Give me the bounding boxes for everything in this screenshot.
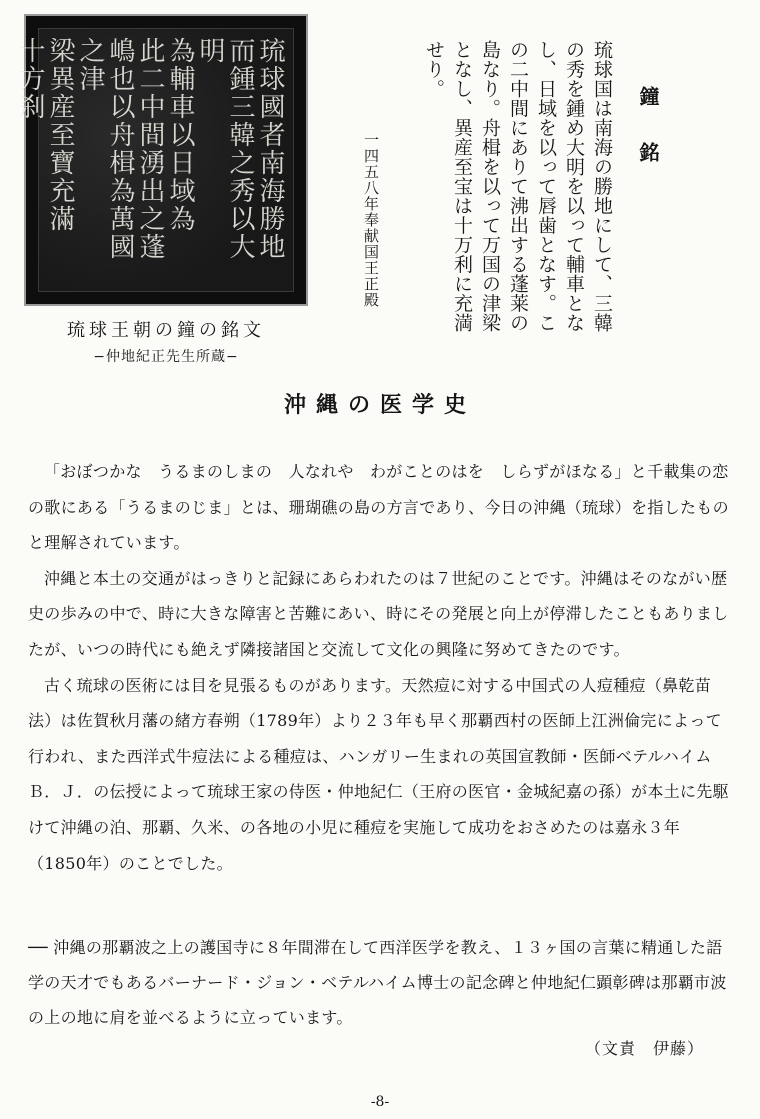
rubbing-column: 為輔車以日域為 [165, 37, 195, 233]
article-body [28, 454, 734, 881]
author-credit: （文責 伊藤） [584, 1039, 704, 1058]
note-paragraph: ── 沖縄の那覇波之上の護国寺に８年間滞在して西洋医学を教え、１３ヶ国の言葉に精通した語学の天才でもあるバーナード・ジョン・ベテルハイム博士の記念碑と仲地紀仁顕彰碑は那覇市波の上の地に肩を並べるように立っています。 [28, 938, 727, 1027]
article-paragraph: 沖縄と本土の交通がはっきりと記録にあらわれたのは７世紀のことです。沖縄はそのながい歴史の歩みの中で、時に大きな障害と苦難にあい、時にその発展と向上が停滞したこともありましたが、いつの時代にも絶えず隣接諸国と交流して文化の興隆に努めてきたのです。 [28, 568, 729, 659]
rubbing-column: 梁異産至寶充滿 [45, 37, 75, 233]
inscription-rubbing-image [15, 14, 308, 306]
rubbing-column: 琉球國者南海勝地 [255, 37, 285, 261]
page-number: -8- [370, 1094, 390, 1110]
bell-inscription-signature: 一四五八年奉献国王正殿 [362, 132, 380, 308]
article-paragraph: 「おぼつかな うるまのしまの 人なれや わがことのはを しらずがほなる」と千載集の恋の歌にある「うるまのじま」とは、珊瑚礁の島の方言であり、今日の沖縄（琉球）を指したものと理解されています。 [28, 462, 729, 553]
rubbing-column: 此二中間湧出之蓬 [135, 37, 165, 261]
bell-inscription-title: 鐘銘 [636, 86, 660, 198]
article-paragraph: 古く琉球の医術には目を見張るものがあります。天然痘に対する中国式の人痘種痘（鼻乾苗法）は佐賀秋月藩の緒方春朔（1789年）より２３年も早く那覇西村の医師上江洲倫完によって行われ、また西洋式牛痘法による種痘は、ハンガリー生まれの英国宣教師・医師ベテルハイムＢ．Ｊ．の伝授によって琉球王家の侍医・仲地紀仁（王府の医官・金城紀嘉の孫）が本土に先駆けて沖縄の泊、那覇、久米、の各地の小児に種痘を実施して成功をおさめたのは嘉永３年（1850年）のことでした。 [28, 675, 729, 873]
rubbing-column: 嶋也以舟楫為萬國之津 [75, 37, 135, 261]
figure-subcaption: −仲地紀正先生所蔵− [93, 349, 239, 365]
article-note [28, 930, 734, 1035]
article-title: 沖縄の医学史 [283, 393, 476, 418]
rubbing-column: 十方刹 [15, 37, 45, 121]
rubbing-text-columns [15, 37, 285, 283]
rubbing-column: 而鍾三韓之秀以大明 [195, 37, 255, 261]
bell-inscription-text: 琉球国は南海の勝地にして、三韓の秀を鍾め大明を以って輔車となし、日域を以って唇歯となす。この二中間にありて沸出する蓬莱の島なり。舟楫を以って万国の津梁となし、異産至宝は十万利に充満せり。 [423, 40, 613, 333]
figure-caption: 琉球王朝の鐘の銘文 [67, 320, 265, 341]
